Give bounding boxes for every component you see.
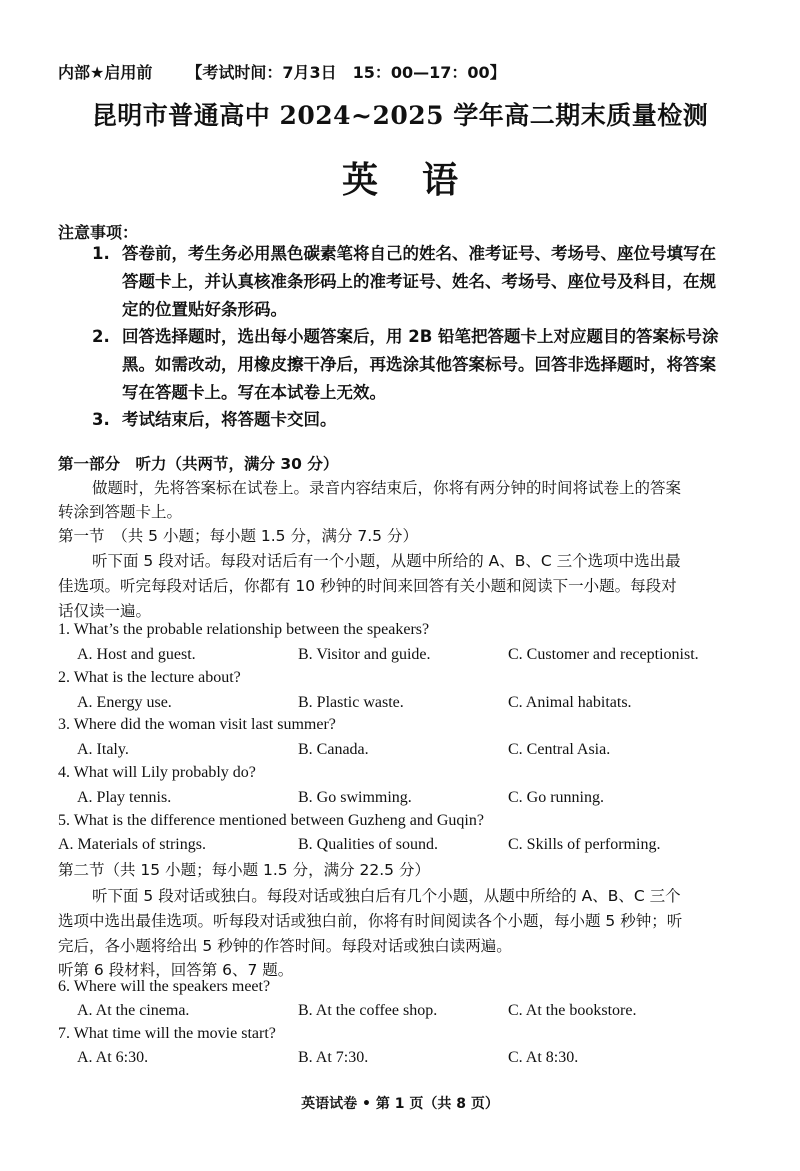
option-a: A. Energy use. <box>77 694 172 711</box>
option-b: B. Qualities of sound. <box>298 836 438 853</box>
part1-heading: 第一部分 听力（共两节，满分 30 分） <box>58 455 339 473</box>
section1-intro-line: 话仅读一遍。 <box>58 602 152 620</box>
exam-title: 昆明市普通高中 2024~2025 学年高二期末质量检测 <box>91 101 709 130</box>
option-b: B. Canada. <box>298 741 369 758</box>
notice-item-number: 3. <box>92 410 110 429</box>
notice-item-line: 黑。如需改动，用橡皮擦干净后，再选涂其他答案标号。回答非选择题时，将答案 <box>122 355 716 374</box>
section2-heading: 第二节（共 15 小题；每小题 1.5 分，满分 22.5 分） <box>58 861 430 879</box>
option-a: A. At 6:30. <box>77 1049 149 1066</box>
exam-time: 【考试时间：7月3日 15：00—17：00】 <box>186 63 506 82</box>
notice-item-line: 写在答题卡上。写在本试卷上无效。 <box>122 383 386 402</box>
question-stem: 7. What time will the movie start? <box>58 1025 276 1042</box>
option-b: B. Go swimming. <box>298 789 412 806</box>
question-stem: 4. What will Lily probably do? <box>58 764 256 781</box>
question-stem: 2. What is the lecture about? <box>58 669 241 686</box>
subject-title: 英语 <box>341 159 502 201</box>
section2-intro-line: 完后，各小题将给出 5 秒钟的作答时间。每段对话或独白读两遍。 <box>58 937 512 955</box>
part1-intro-line: 转涂到答题卡上。 <box>58 503 183 521</box>
option-b: B. At the coffee shop. <box>298 1002 438 1019</box>
option-c: C. At the bookstore. <box>508 1002 637 1019</box>
section1-intro-line: 佳选项。听完每段对话后，你都有 10 秒钟的时间来回答有关小题和阅读下一小题。每段对 <box>58 577 677 595</box>
notice-item-line: 答卷前，考生务必用黑色碳素笔将自己的姓名、准考证号、考场号、座位号填写在 <box>122 244 716 263</box>
option-a: A. Play tennis. <box>77 789 172 806</box>
exam-header-line <box>58 60 506 83</box>
notice-item-line: 定的位置贴好条形码。 <box>122 300 287 319</box>
notice-heading: 注意事项： <box>58 223 139 242</box>
option-b: B. At 7:30. <box>298 1049 369 1066</box>
option-c: C. Animal habitats. <box>508 694 632 711</box>
section2-intro-line: 听下面 5 段对话或独白。每段对话或独白后有几个小题，从题中所给的 A、B、C 三个 <box>92 887 681 905</box>
notice-item-line: 答题卡上，并认真核准条形码上的准考证号、姓名、考场号、座位号及科目，在规 <box>122 272 716 291</box>
question-stem: 6. Where will the speakers meet? <box>58 978 271 995</box>
option-c: C. Go running. <box>508 789 604 806</box>
question-stem: 3. Where did the woman visit last summer? <box>58 716 336 733</box>
question-stem: 5. What is the difference mentioned between Guzheng and Guqin? <box>58 812 484 829</box>
material-note: 听第 6 段材料，回答第 6、7 题。 <box>58 961 294 979</box>
option-a: A. Host and guest. <box>77 646 196 663</box>
option-c: C. Central Asia. <box>508 741 611 758</box>
option-a: A. Materials of strings. <box>58 836 206 853</box>
option-c: C. Skills of performing. <box>508 836 661 853</box>
section2-intro-line: 选项中选出最佳选项。听每段对话或独白前，你将有时间阅读各个小题，每小题 5 秒钟；听 <box>58 912 683 930</box>
option-a: A. At the cinema. <box>77 1002 190 1019</box>
option-b: B. Visitor and guide. <box>298 646 431 663</box>
option-a: A. Italy. <box>77 741 129 758</box>
notice-item-number: 1. <box>92 244 110 263</box>
section1-heading: 第一节 （共 5 小题；每小题 1.5 分，满分 7.5 分） <box>58 527 418 545</box>
page-footer: 英语试卷 • 第 1 页（共 8 页） <box>301 1096 499 1112</box>
section1-intro-line: 听下面 5 段对话。每段对话后有一个小题，从题中所给的 A、B、C 三个选项中选出最 <box>92 552 681 570</box>
option-b: B. Plastic waste. <box>298 694 404 711</box>
question-stem: 1. What’s the probable relationship between the speakers? <box>58 621 430 638</box>
option-c: C. Customer and receptionist. <box>508 646 699 663</box>
option-c: C. At 8:30. <box>508 1049 579 1066</box>
part1-intro-line: 做题时，先将答案标在试卷上。录音内容结束后，你将有两分钟的时间将试卷上的答案 <box>92 479 682 497</box>
notice-item-line: 回答选择题时，选出每小题答案后，用 2B 铅笔把答题卡上对应题目的答案标号涂 <box>122 327 719 346</box>
notice-item-number: 2. <box>92 327 110 346</box>
confidential-label: 内部★启用前 <box>58 63 153 82</box>
notice-item-line: 考试结束后，将答题卡交回。 <box>122 410 337 429</box>
